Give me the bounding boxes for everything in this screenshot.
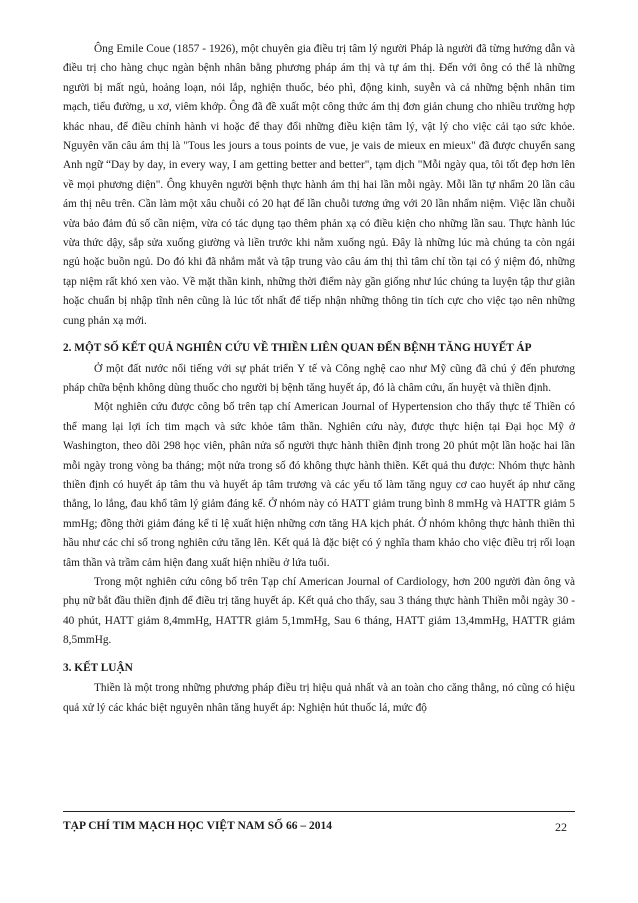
section-heading-2: 2. MỘT SỐ KẾT QUẢ NGHIÊN CỨU VỀ THIỀN LIÊN QUAN ĐẾN BỆNH TĂNG HUYẾT ÁP	[63, 342, 532, 355]
article-body	[63, 40, 575, 890]
paragraph-hypertension-study: Một nghiên cứu được công bố trên tạp chí American Journal of Hypertension cho thấy thực tế Thiền có thể mang lại lợi ích tim mạch và sức khỏe tâm thần. Nghiên cứu này, được thực hiện tại Đại học Mỹ ở Washington, theo dõi 298 học viên, phân nửa số người thực hành thiền định trong 20 phút một lần hoặc hai lần mỗi ngày trong vòng ba tháng; một nửa trong số đó không thực hành thiền. Kết quả thu được: Nhóm thực hành thiền định có huyết áp tâm thu và huyết áp tâm trương và các yếu tố làm tăng nguy cơ cao huyết áp như căng thẳng, lo lắng, đau khổ tâm lý giảm đáng kể. Ở nhóm này có HATT giảm trung bình 8 mmHg và HATTR giảm 5 mmHg; đồng thời giảm đáng kể tỉ lệ xuất hiện những cơn tăng HA kịch phát. Ở nhóm không thực hành thiền thì hầu như các chỉ số trong nghiên cứu tăng lên. Kết quả là đặc biệt có ý nghĩa tham khảo cho việc điều trị rối loạn tâm thần và trầm cảm hiện đang xuất hiện nhiều ở lứa tuổi.	[63, 401, 575, 569]
page-footer	[63, 811, 575, 835]
section-heading-3: 3. KẾT LUẬN	[63, 661, 133, 674]
page-number: 22	[555, 820, 567, 834]
journal-title: TẠP CHÍ TIM MẠCH HỌC VIỆT NAM SỐ 66 – 2014	[63, 820, 332, 832]
paragraph-cardiology-study: Trong một nghiên cứu công bố trên Tạp chí American Journal of Cardiology, hơn 200 người đàn ông và phụ nữ bắt đầu thiền định để điều trị tăng huyết áp. Kết quả cho thấy, sau 3 tháng thực hành Thiền mỗi ngày 30 - 40 phút, HATT giảm 8,4mmHg, HATTR giảm 5,1mmHg, Sau 6 tháng, HATT giảm 13,4mmHg, HATTR giảm 8,5mmHg.	[63, 576, 575, 647]
paragraph-us-methods: Ở một đất nước nổi tiếng với sự phát triển Y tế và Công nghệ cao như Mỹ cũng đã chú ý đến phương pháp chữa bệnh không dùng thuốc cho người bị bệnh tăng huyết áp, đó là châm cứu, ấn huyệt và thiền định.	[63, 362, 575, 394]
paragraph-conclusion: Thiền là một trong những phương pháp điều trị hiệu quả nhất và an toàn cho căng thẳng, nó cũng có hiệu quả xử lý các khác biệt nguyên nhân tăng huyết áp: Nghiện hút thuốc lá, mức độ	[63, 682, 575, 714]
paragraph-emile-coue: Ông Emile Coue (1857 - 1926), một chuyên gia điều trị tâm lý người Pháp là người đã từng hướng dẫn và điều trị cho hàng chục ngàn bệnh nhân bằng phương pháp ám thị và tự ám thị. Đến với ông có thể là những người bị mất ngủ, hoảng loạn, nói lắp, nghiện thuốc, béo phì, động kinh, suyễn và cả những bệnh nhân tim mạch, tiểu đường, u xơ, viêm khớp. Ông đã đề xuất một công thức ám thị đơn giản chung cho nhiều trường hợp khác nhau, để điều chỉnh hành vi hoặc để thay đổi những điều kiện tâm lý, vật lý cho việc cải tạo sức khỏe. Nguyên văn câu ám thị là "Tous les jours a tous points de vue, je vais de mieux en mieux" đã được chuyển sang Anh ngữ “Day by day, in every way, I am getting better and better", tạm dịch "Mỗi ngày qua, tôi tốt đẹp hơn lên về mọi phương diện". Ông khuyên người bệnh thực hành ám thị hai lần mỗi ngày. Mỗi lần tự nhẩm 20 lần câu ám thị nêu trên. Cần làm một xâu chuỗi có 20 hạt để lần chuỗi tương ứng với 20 lần nhẩm niệm. Việc lần chuỗi vừa bảo đảm đủ số cần niệm, vừa có tác dụng tạo thêm phản xạ có điều kiện cho những lần sau. Thực hành lúc vừa thức dậy, sắp sửa xuống giường và liền trước khi nằm xuống ngủ. Đây là những lúc mà chúng ta còn ngái ngủ hoặc buồn ngủ. Do đó khi đã nhắm mắt và tập trung vào câu ám thị thì tâm chỉ tồn tại có ý niệm đó, những tạp niệm rất khó xen vào. Về mặt thần kinh, những thời điểm này gần giống như lúc chúng ta luyện tập thư giãn hoặc chuẩn bị nhập tĩnh nên cũng là lúc tốt nhất để tiếp nhận những thông tin tích cực cho việc tạo nên những cung phản xạ mới.	[63, 43, 575, 327]
